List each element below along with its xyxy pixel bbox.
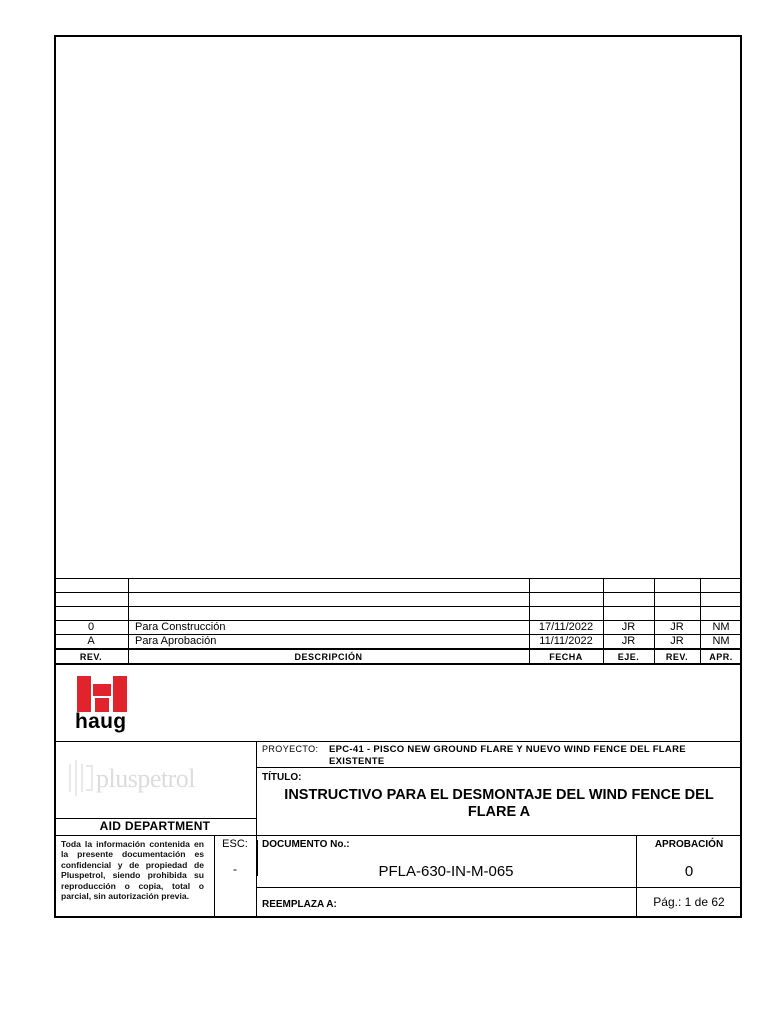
- department-label: AID DEPARTMENT: [99, 819, 211, 833]
- title-line2: FLARE A: [467, 804, 531, 820]
- document-label: DOCUMENTO No.:: [262, 839, 350, 850]
- doc-bottom-line: [256, 887, 742, 888]
- approval-label: APROBACIÓN: [654, 839, 724, 850]
- project-value-line1: EPC-41 - PISCO NEW GROUND FLARE Y NUEVO WIND FENCE DEL FLARE: [329, 744, 686, 755]
- rev-row-1-rev: A: [87, 635, 95, 647]
- rev-row-0-rev2: JR: [670, 621, 684, 633]
- title-line1: INSTRUCTIVO PARA EL DESMONTAJE DEL WIND FENCE DEL: [284, 787, 714, 803]
- confidentiality-note: Toda la información contenida en la presente documentación es confidencial y de propiedad de Pluspetrol, siendo prohibida su reproducción o copia, total o parcial, sin autorización previa.: [61, 839, 204, 902]
- approval-value: 0: [684, 863, 694, 880]
- rev-table-top-line: [54, 578, 742, 579]
- rev-row-1-description: Para Aprobación: [135, 635, 217, 647]
- rev-row-0-date: 17/11/2022: [538, 621, 594, 633]
- pluspetrol-logo-text: pluspetrol: [96, 764, 195, 793]
- rev-row-0-rev: 0: [87, 621, 95, 633]
- rev-table-line: [54, 592, 742, 593]
- document-number: PFLA-630-IN-M-065: [378, 863, 514, 880]
- scale-value: -: [233, 862, 237, 876]
- rev-header-description: DESCRIPCIÓN: [294, 652, 363, 662]
- rev-row-1-rev2: JR: [670, 635, 684, 647]
- haug-logo-text: haug: [75, 710, 127, 733]
- project-label: PROYECTO:: [262, 744, 319, 754]
- rev-header-apr: APR.: [709, 652, 733, 662]
- rev-header-rev2: REV.: [665, 652, 689, 662]
- rev-header-rev: REV.: [79, 652, 103, 662]
- page-number: Pág.: 1 de 62: [653, 895, 725, 909]
- rev-row-0-eje: JR: [621, 621, 636, 633]
- replaces-label: REEMPLAZA A:: [262, 899, 337, 910]
- rev-header-eje: EJE.: [617, 652, 640, 662]
- rev-header-date: FECHA: [549, 652, 583, 662]
- title-block-top-line: [54, 741, 742, 742]
- haug-logo-icon: [77, 676, 129, 712]
- rev-row-1-eje: JR: [621, 635, 636, 647]
- title-label: TÍTULO:: [262, 772, 302, 783]
- rev-row-0-apr: NM: [712, 621, 730, 633]
- rev-row-1-apr: NM: [712, 635, 730, 647]
- rev-table-line: [54, 648, 742, 650]
- scale-label: ESC:: [222, 838, 248, 850]
- rev-row-0-description: Para Construcción: [135, 621, 226, 633]
- rev-row-1-date: 11/11/2022: [539, 635, 593, 647]
- title-bottom-line: [54, 835, 742, 836]
- project-value-line2: EXISTENTE: [329, 756, 385, 767]
- rev-table-line: [54, 606, 742, 607]
